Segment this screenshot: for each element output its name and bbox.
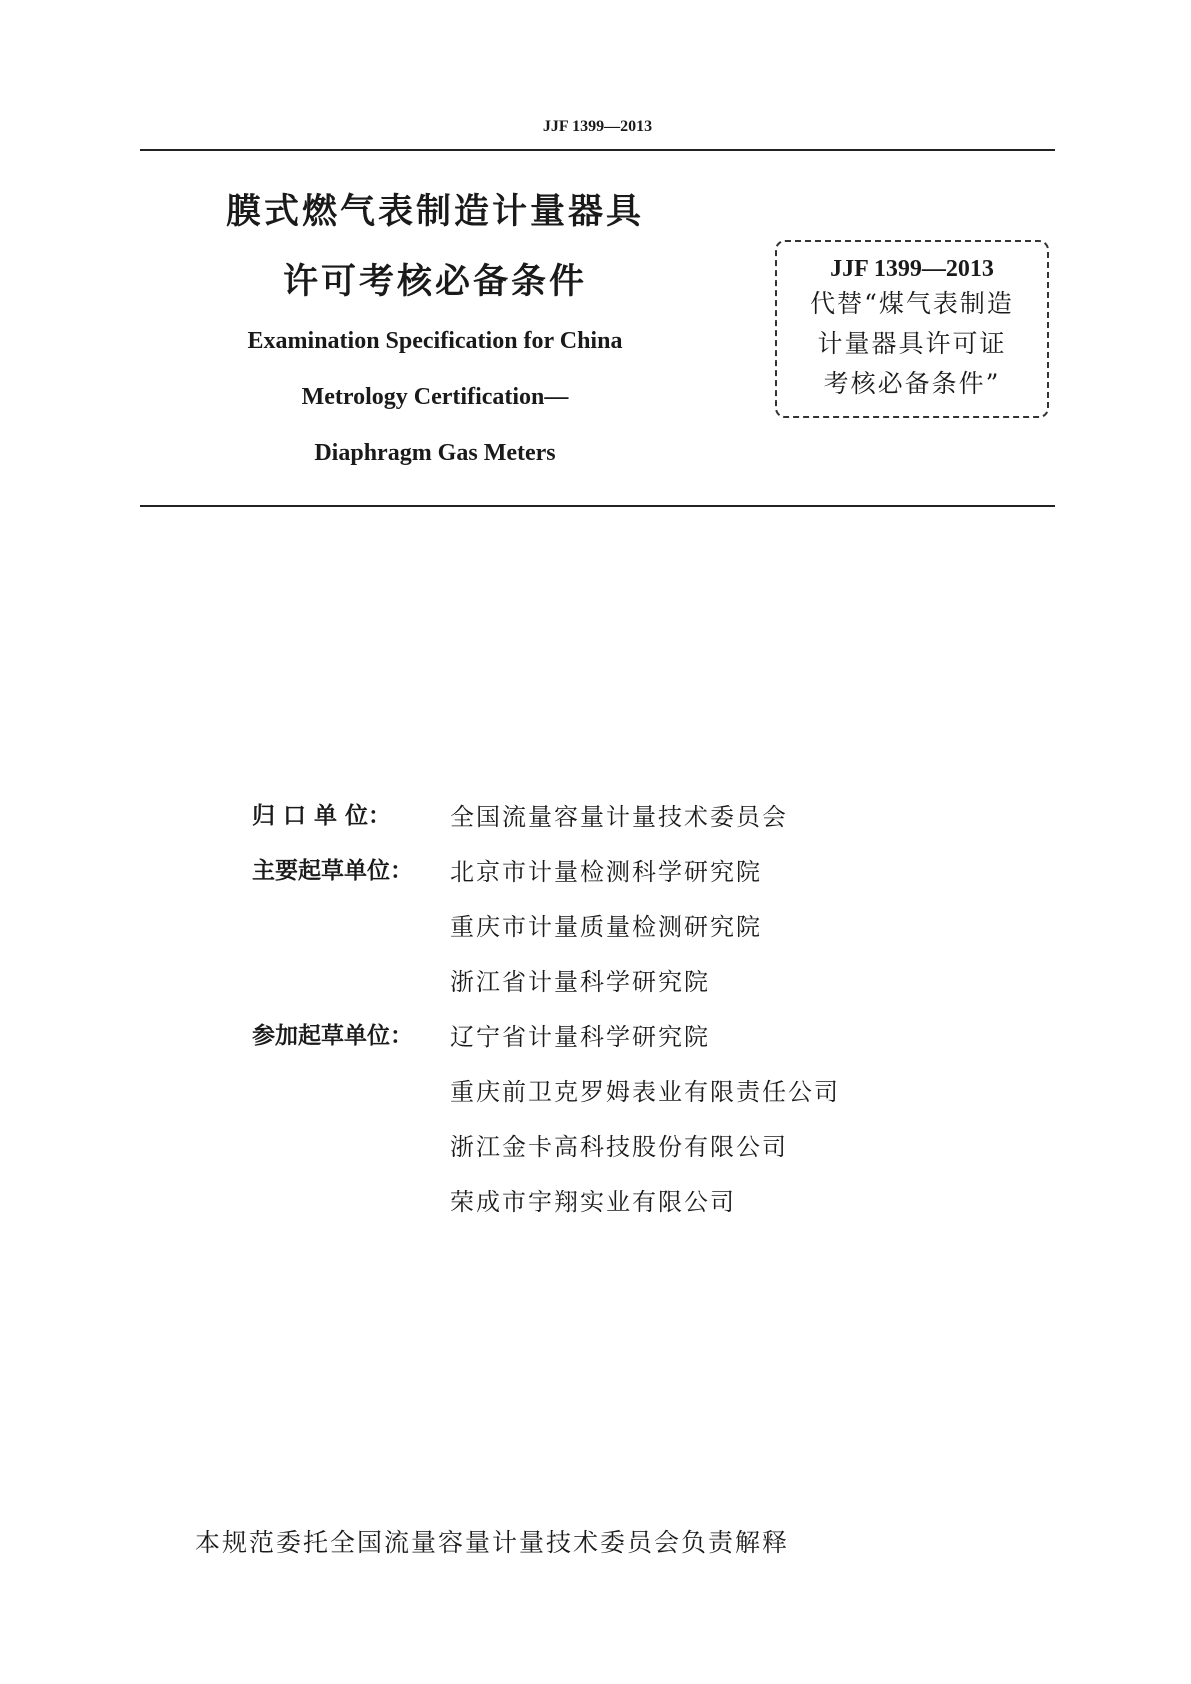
replaces-line1: 代替“煤气表制造 xyxy=(810,289,1014,318)
title-en-line3: Diaphragm Gas Meters xyxy=(314,440,556,466)
main-drafting-unit: 重庆市计量质量检测研究院 xyxy=(450,913,762,941)
title-en-line2: Metrology Certification— xyxy=(301,384,569,410)
bottom-rule xyxy=(140,505,1055,507)
replaces-notice-box xyxy=(775,240,1049,418)
main-drafting-unit: 北京市计量检测科学研究院 xyxy=(450,858,762,886)
responsible-unit-label: 归 口 单 位： xyxy=(252,803,392,829)
participating-drafting-unit: 辽宁省计量科学研究院 xyxy=(450,1023,710,1051)
title-en-line1: Examination Specification for China xyxy=(247,328,623,354)
participating-drafting-label: 参加起草单位： xyxy=(252,1023,413,1049)
title-cn-line1: 膜式燃气表制造计量器具 xyxy=(225,192,644,232)
participating-drafting-unit: 重庆前卫克罗姆表业有限责任公司 xyxy=(450,1078,840,1106)
replaces-code: JJF 1399—2013 xyxy=(830,256,994,282)
interpretation-note: 本规范委托全国流量容量计量技术委员会负责解释 xyxy=(195,1528,790,1557)
main-drafting-label: 主要起草单位： xyxy=(252,858,413,884)
responsible-unit-value: 全国流量容量计量技术委员会 xyxy=(450,803,788,831)
main-drafting-unit: 浙江省计量科学研究院 xyxy=(450,968,710,996)
top-rule xyxy=(140,149,1055,151)
replaces-line2: 计量器具许可证 xyxy=(817,329,1007,358)
participating-drafting-unit: 浙江金卡高科技股份有限公司 xyxy=(450,1133,788,1161)
replaces-line3: 考核必备条件” xyxy=(823,369,1001,398)
participating-drafting-unit: 荣成市宇翔实业有限公司 xyxy=(450,1188,736,1216)
running-header-code: JJF 1399—2013 xyxy=(542,118,653,135)
title-cn-line2: 许可考核必备条件 xyxy=(282,262,587,302)
